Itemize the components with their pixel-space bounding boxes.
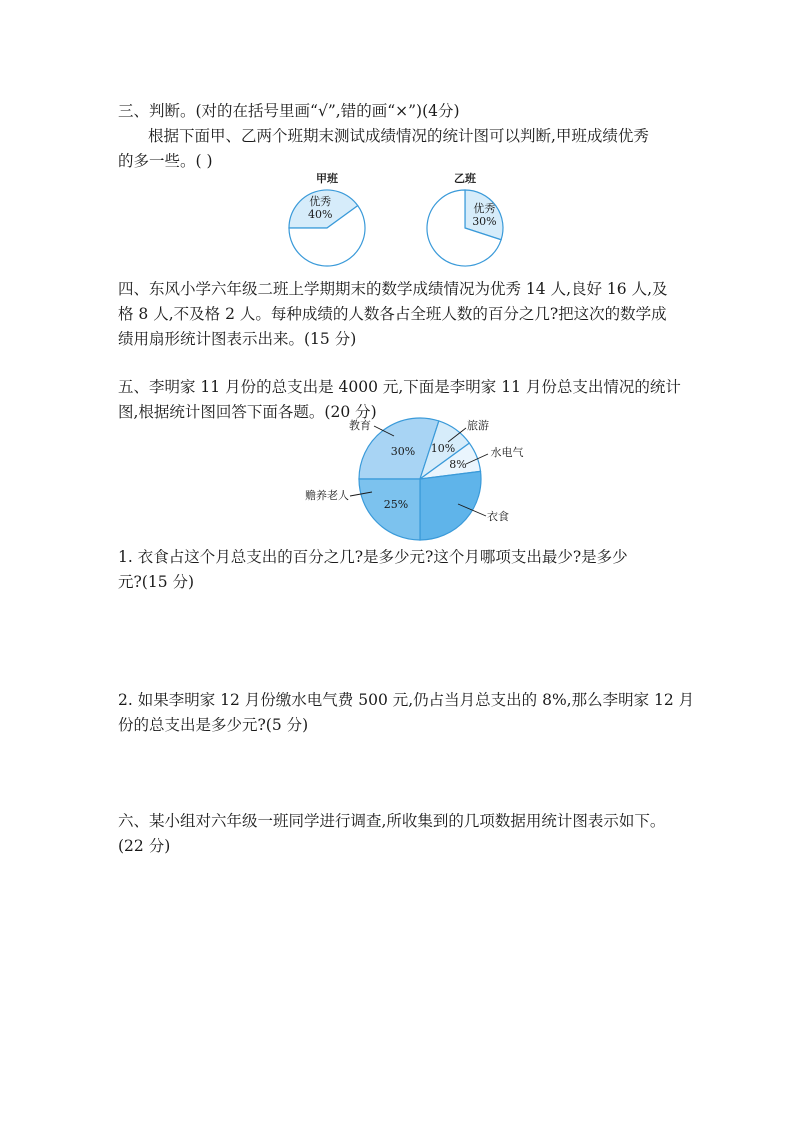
expenditure-label-travel: 旅游 (467, 419, 489, 432)
section3-title: 三、判断。(对的在括号里画“√”,错的画“×”)(4分) (118, 102, 460, 120)
section3-question-line1: 根据下面甲、乙两个班期末测试成绩情况的统计图可以判断,甲班成绩优秀 (148, 127, 649, 145)
pie-slice-label: 优秀 (309, 195, 332, 209)
section4-line1: 四、东风小学六年级二班上学期期末的数学成绩情况为优秀 14 人,良好 16 人,及 (118, 280, 668, 298)
pie-b-title: 乙班 (454, 172, 476, 185)
section5-q1-line1: 1. 衣食占这个月总支出的百分之几?是多少元?这个月哪项支出最少?是多少 (118, 548, 628, 566)
expenditure-value-elderly: 25% (383, 498, 409, 511)
expenditure-label-utilities: 水电气 (490, 446, 524, 459)
expenditure-label-elderly: 赡养老人 (305, 489, 349, 502)
section4-line2: 格 8 人,不及格 2 人。每种成绩的人数各占全班人数的百分之几?把这次的数学成 (118, 305, 667, 323)
section5-q2-line2: 份的总支出是多少元?(5 分) (118, 716, 309, 734)
section5-q2-line1: 2. 如果李明家 12 月份缴水电气费 500 元,仍占当月总支出的 8%,那么李明家 12 月 (118, 691, 695, 709)
section3-question-line2: 的多一些。( ) (118, 152, 213, 170)
expenditure-value-education: 30% (390, 445, 416, 458)
expenditure-value-utilities: 8% (449, 458, 467, 471)
section6-line2: (22 分) (118, 837, 171, 855)
pie-chart-class-b (418, 168, 513, 273)
section5-line2: 图,根据统计图回答下面各题。(20 分) (118, 403, 377, 421)
expenditure-label-education: 教育 (349, 419, 371, 432)
expenditure-label-food: 衣食 (487, 510, 509, 523)
pie-slice-value-label: 30% (472, 214, 497, 228)
pie-chart-expenditure (290, 412, 540, 547)
pie-a-title: 甲班 (316, 172, 338, 185)
pie-slice-value-label: 40% (307, 208, 333, 222)
pie-slice-label: 优秀 (473, 201, 496, 215)
section5-line1: 五、李明家 11 月份的总支出是 4000 元,下面是李明家 11 月份总支出情况的统计 (118, 378, 681, 396)
pie-chart-class-a (280, 168, 375, 273)
section5-q1-line2: 元?(15 分) (118, 573, 195, 591)
expenditure-slice-3 (420, 471, 481, 540)
section6-line1: 六、某小组对六年级一班同学进行调查,所收集到的几项数据用统计图表示如下。 (118, 812, 666, 830)
section4-line3: 绩用扇形统计图表示出来。(15 分) (118, 330, 357, 348)
expenditure-value-travel: 10% (430, 442, 456, 455)
